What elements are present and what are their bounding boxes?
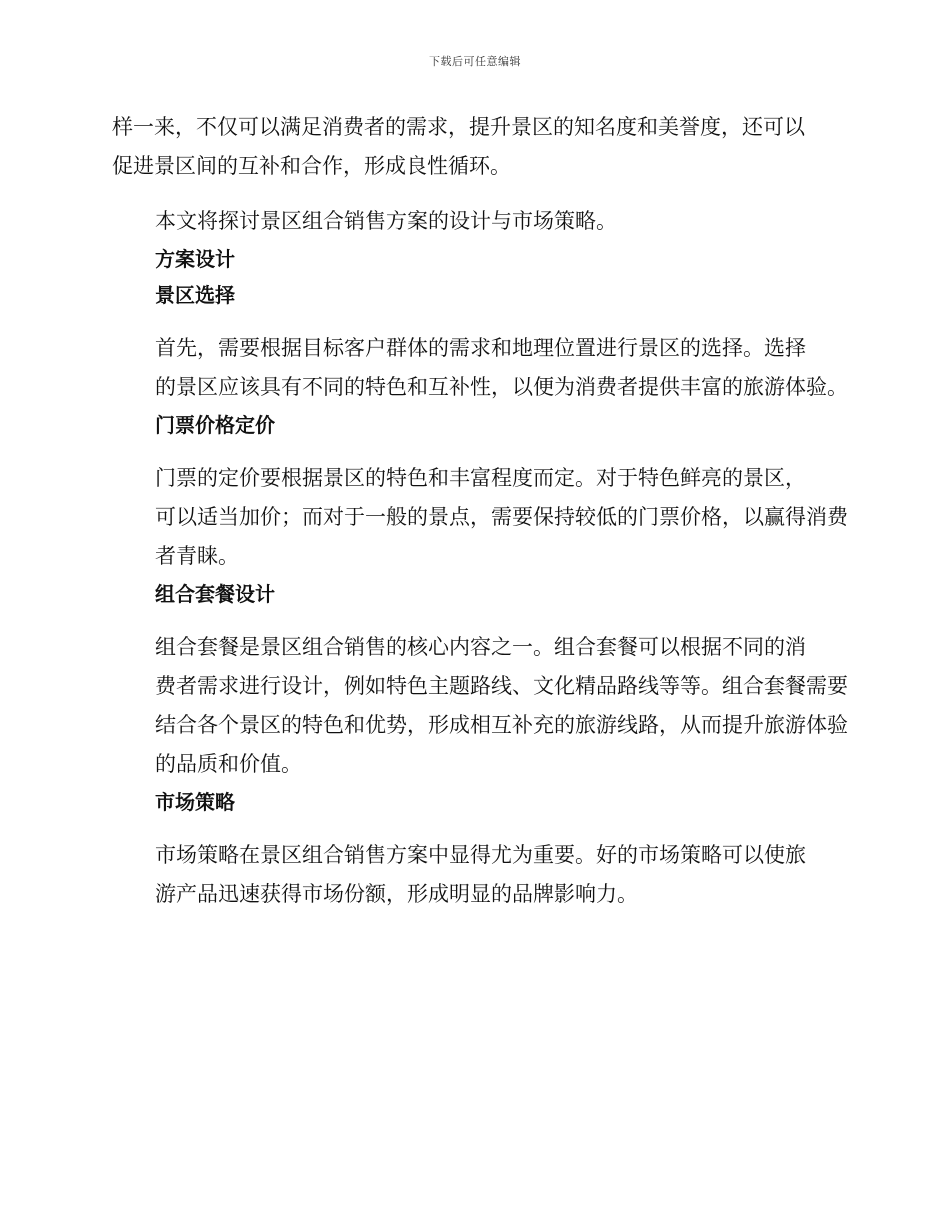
heading-package-design: 组合套餐设计 <box>155 582 275 606</box>
paragraph-package-design <box>112 628 848 784</box>
paragraph-ticket-pricing <box>112 459 848 576</box>
text-line: 的品质和价值。 <box>155 752 302 776</box>
paragraph-scenic-selection <box>112 329 848 407</box>
text-line: 样一来，不仅可以满足消费者的需求，提升景区的知名度和美誉度，还可以 <box>112 115 805 139</box>
paragraph-market-strategy <box>112 836 832 914</box>
page-header: 下载后可任意编辑 <box>429 55 521 68</box>
text-line: 促进景区间的互补和合作，形成良性循环。 <box>112 154 511 178</box>
heading-plan-design: 方案设计 <box>155 247 235 271</box>
text-line: 门票的定价要根据景区的特色和丰富程度而定。对于特色鲜亮的景区， <box>155 466 806 490</box>
document-body <box>112 108 848 914</box>
text-line: 组合套餐是景区组合销售的核心内容之一。组合套餐可以根据不同的消 <box>155 635 806 659</box>
text-line: 费者需求进行设计，例如特色主题路线、文化精品路线等等。组合套餐需要 <box>155 674 848 698</box>
text-line: 的景区应该具有不同的特色和互补性，以便为消费者提供丰富的旅游体验。 <box>155 375 848 399</box>
heading-scenic-selection: 景区选择 <box>155 283 235 307</box>
paragraph-intro-continuation <box>112 108 832 186</box>
text-line: 结合各个景区的特色和优势，形成相互补充的旅游线路，从而提升旅游体验 <box>155 713 848 737</box>
text-line: 首先，需要根据目标客户群体的需求和地理位置进行景区的选择。选择 <box>155 336 806 360</box>
text-line: 者青睐。 <box>155 544 239 568</box>
text-line: 可以适当加价；而对于一般的景点，需要保持较低的门票价格，以赢得消费 <box>155 505 848 529</box>
text-line: 游产品迅速获得市场份额，形成明显的品牌影响力。 <box>155 882 638 906</box>
heading-market-strategy: 市场策略 <box>155 790 235 814</box>
heading-ticket-pricing: 门票价格定价 <box>155 413 275 437</box>
paragraph-purpose: 本文将探讨景区组合销售方案的设计与市场策略。 <box>155 209 617 233</box>
text-line: 市场策略在景区组合销售方案中显得尤为重要。好的市场策略可以使旅 <box>155 843 806 867</box>
